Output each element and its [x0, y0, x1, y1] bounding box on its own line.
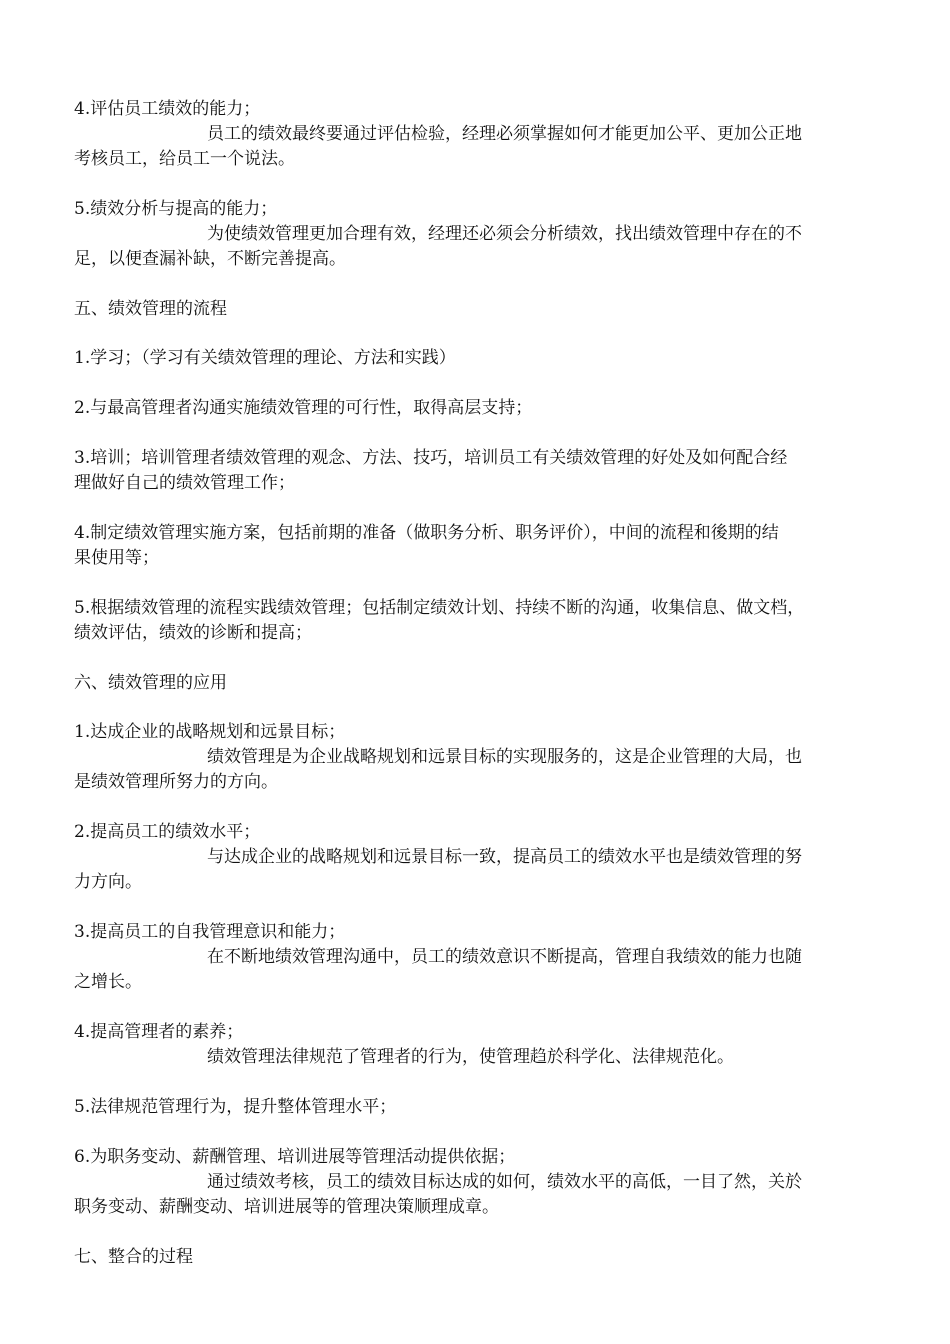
- item-body-line: 之增长。: [74, 972, 142, 992]
- section-item: [74, 97, 880, 172]
- item-body-line: 考核员工，给员工一个说法。: [74, 149, 295, 169]
- section-heading-text: 五、绩效管理的流程: [74, 299, 227, 319]
- paragraph: [74, 396, 880, 421]
- item-title: 2.提高员工的绩效水平；: [74, 822, 261, 842]
- item-body-line: 是绩效管理所努力的方向。: [74, 772, 278, 792]
- item-title: 6.为职务变动、薪酬管理、培训进展等管理活动提供依据；: [74, 1147, 516, 1167]
- item-body-line: 力方向。: [74, 872, 142, 892]
- item-title: 5.绩效分析与提高的能力；: [74, 199, 278, 219]
- section-heading-text: 七、整合的过程: [74, 1247, 193, 1267]
- item-body-line: 在不断地绩效管理沟通中，员工的绩效意识不断提高，管理自我绩效的能力也随: [207, 947, 802, 967]
- paragraph-line: 绩效评估，绩效的诊断和提高；: [74, 623, 312, 643]
- document-page: [74, 97, 880, 1270]
- item-body-line: 足，以便查漏补缺，不断完善提高。: [74, 249, 346, 269]
- paragraph-line: 5.根据绩效管理的流程实践绩效管理；包括制定绩效计划、持续不断的沟通，收集信息、做文档，: [74, 598, 805, 618]
- item-body-line: 通过绩效考核，员工的绩效目标达成的如何，绩效水平的高低，一目了然，关於: [207, 1172, 802, 1192]
- section-item: [74, 920, 880, 995]
- item-body-line: 为使绩效管理更加合理有效，经理还必须会分析绩效，找出绩效管理中存在的不: [207, 224, 802, 244]
- item-body-line: 员工的绩效最终要通过评估检验，经理必须掌握如何才能更加公平、更加公正地: [207, 124, 802, 144]
- paragraph-line: 2.与最高管理者沟通实施绩效管理的可行性，取得高层支持；: [74, 398, 533, 418]
- section-heading: [74, 297, 880, 322]
- item-title: 4.评估员工绩效的能力；: [74, 99, 261, 119]
- item-title: 1.达成企业的战略规划和远景目标；: [74, 722, 346, 742]
- paragraph-line: 3.培训；培训管理者绩效管理的观念、方法、技巧，培训员工有关绩效管理的好处及如何配合经: [74, 448, 788, 468]
- paragraph-line: 理做好自己的绩效管理工作；: [74, 473, 295, 493]
- item-body-line: 职务变动、薪酬变动、培训进展等的管理决策顺理成章。: [74, 1197, 499, 1217]
- paragraph: [74, 596, 880, 646]
- item-body-line: 与达成企业的战略规划和远景目标一致，提高员工的绩效水平也是绩效管理的努: [207, 847, 802, 867]
- item-body-line: 绩效管理是为企业战略规划和远景目标的实现服务的，这是企业管理的大局，也: [207, 747, 802, 767]
- section-heading-text: 六、绩效管理的应用: [74, 673, 227, 693]
- section-heading: [74, 671, 880, 696]
- section-item: [74, 1145, 880, 1220]
- section-heading: [74, 1245, 880, 1270]
- paragraph: [74, 446, 880, 496]
- section-item: [74, 820, 880, 895]
- paragraph: [74, 1095, 880, 1120]
- item-body-line: 绩效管理法律规范了管理者的行为，使管理趋於科学化、法律规范化。: [207, 1047, 734, 1067]
- section-item: [74, 197, 880, 272]
- section-item: [74, 720, 880, 795]
- paragraph: [74, 346, 880, 371]
- paragraph-line: 1.学习；（学习有关绩效管理的理论、方法和实践）: [74, 348, 456, 368]
- item-title: 4.提高管理者的素养；: [74, 1022, 244, 1042]
- paragraph-line: 5.法律规范管理行为，提升整体管理水平；: [74, 1097, 397, 1117]
- paragraph-line: 果使用等；: [74, 548, 159, 568]
- paragraph-line: 4.制定绩效管理实施方案，包括前期的准备（做职务分析、职务评价），中间的流程和後期的结: [74, 523, 779, 543]
- section-item: [74, 1020, 880, 1070]
- item-title: 3.提高员工的自我管理意识和能力；: [74, 922, 346, 942]
- paragraph: [74, 521, 880, 571]
